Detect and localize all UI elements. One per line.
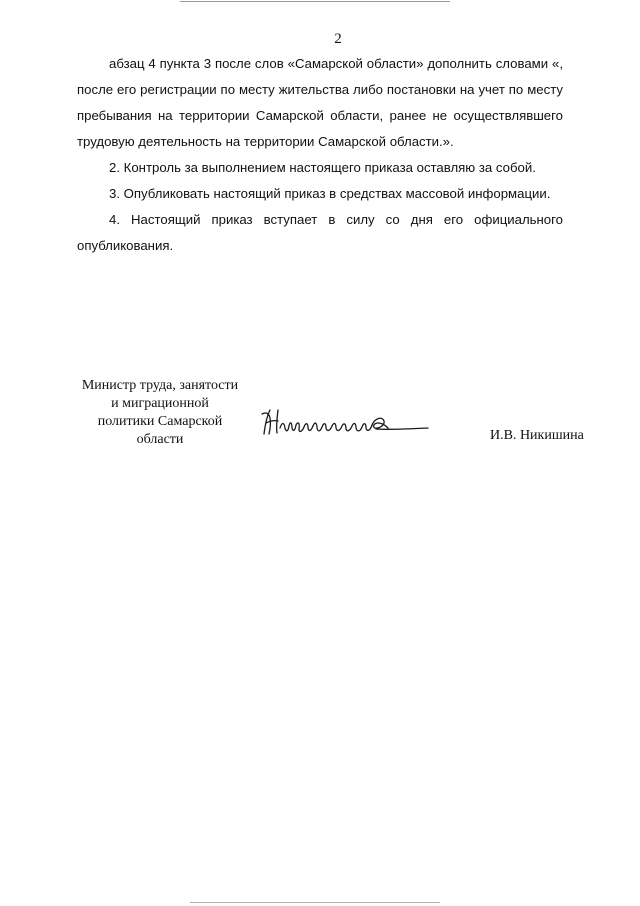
scan-edge-top: [180, 1, 450, 2]
scan-edge-bottom: [190, 902, 440, 903]
handwritten-signature: [258, 404, 434, 440]
document-body: [77, 51, 563, 259]
paragraph-amendment: абзац 4 пункта 3 после слов «Самарской области» дополнить словами «, после его регистрации по месту жительства либо постановки на учет по месту пребывания на территории Самарской области, ранее не осуществлявшего трудовую деятельность на территории Самарской области.».: [77, 56, 563, 149]
paragraph-publish: 3. Опубликовать настоящий приказ в средствах массовой информации.: [109, 186, 551, 201]
paragraph-effective-date: 4. Настоящий приказ вступает в силу со дня его официального опубликования.: [77, 212, 563, 253]
signatory-title-line: политики Самарской: [97, 414, 223, 429]
signatory-title: [72, 377, 248, 449]
signatory-name: И.В. Никишина: [490, 428, 584, 443]
signatory-title-line: и миграционной: [111, 396, 209, 411]
signatory-title-line: Министр труда, занятости: [81, 378, 239, 393]
paragraph-control: 2. Контроль за выполнением настоящего приказа оставляю за собой.: [109, 160, 536, 175]
signatory-title-line: области: [136, 432, 184, 447]
page-number: 2: [334, 31, 342, 47]
